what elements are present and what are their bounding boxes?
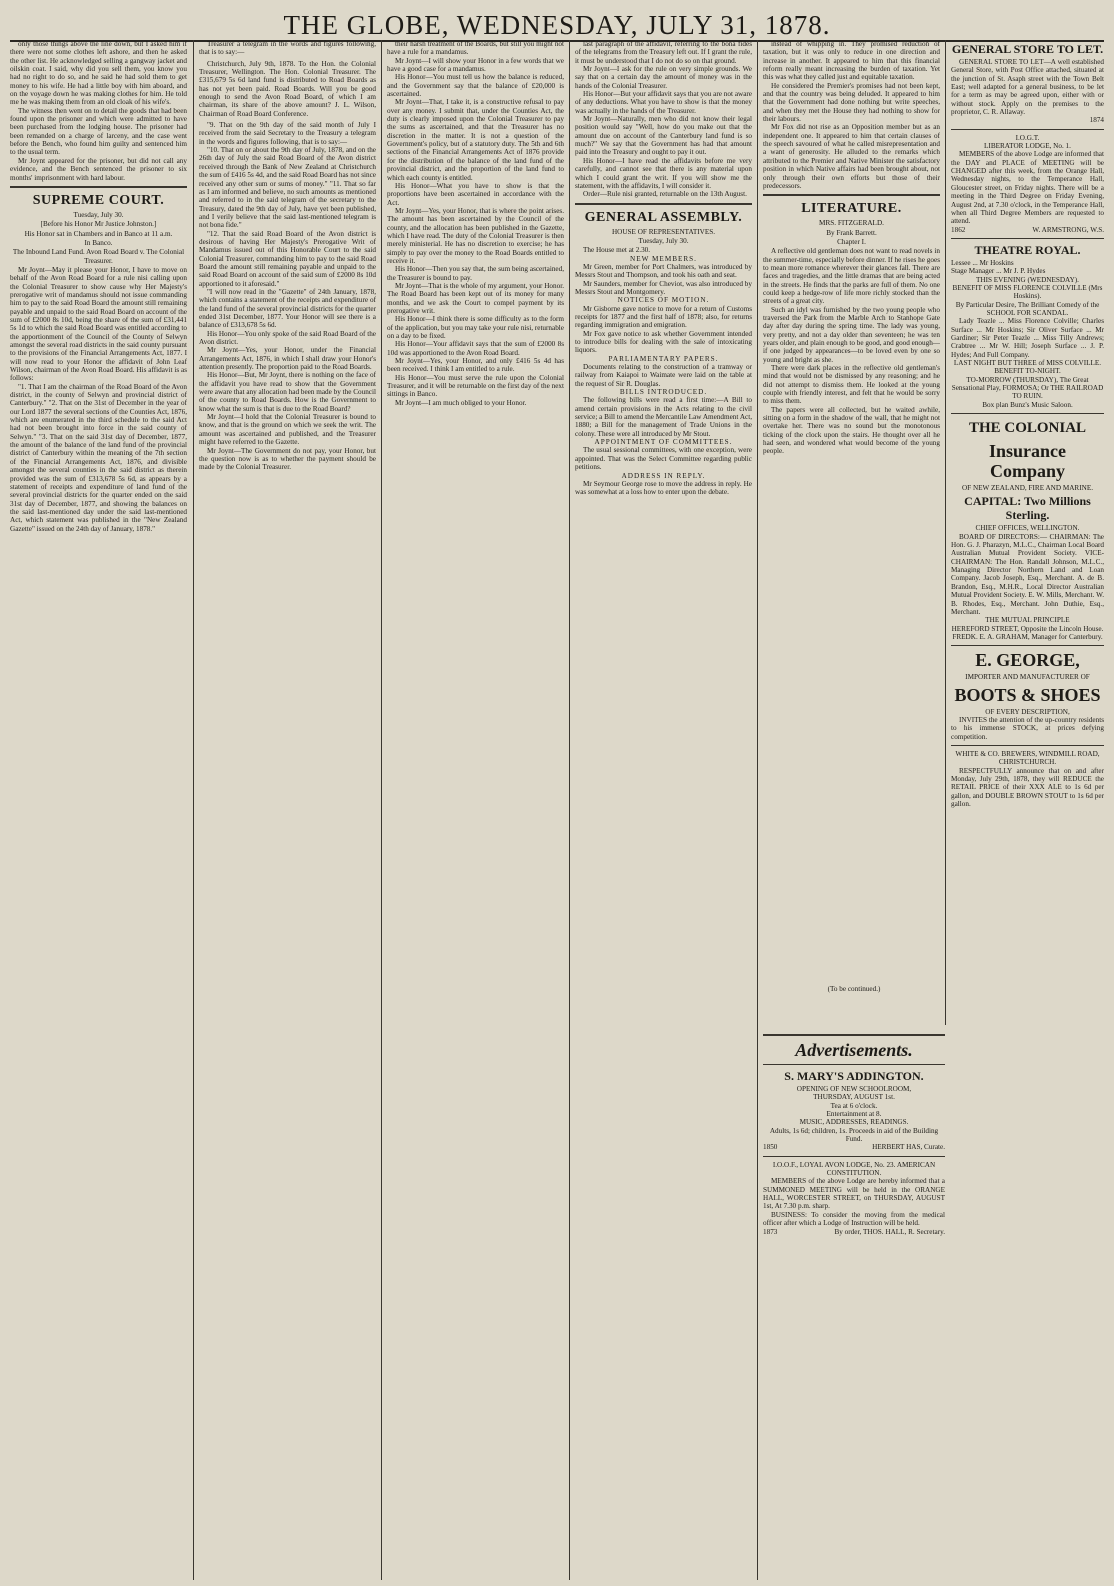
- article-text: "9. That on the 9th day of the said month of July I received from the said Secretary to the Treasury a telegram in the words and figures following, that is to say:—: [199, 121, 376, 146]
- subhead: ADDRESS IN REPLY.: [621, 471, 706, 480]
- masthead: THE GLOBE, WEDNESDAY, JULY 31, 1878.: [283, 10, 831, 40]
- column-rule: [569, 40, 570, 1580]
- article-text: His Honor—You must tell us how the balance is reduced, and the Government say that the balance of £20,000 is ascertained.: [387, 73, 564, 99]
- column-rule: [945, 40, 946, 1025]
- article-text: There were dark places in the reflective old gentleman's mind that would not be dismissed by any reasoning; and he did not attempt to dismiss them. He looked at the young couple with friendly interest, and felt that he would be sorry to miss them.: [763, 364, 940, 406]
- subhead: PARLIAMENTARY PAPERS.: [608, 354, 719, 363]
- ad-line: CHIEF OFFICES, WELLINGTON.: [975, 524, 1080, 533]
- ad-line: Box plan Bunz's Music Saloon.: [982, 400, 1073, 409]
- story-title: MRS. FITZGERALD.: [819, 219, 884, 228]
- article-text: Mr Gisborne gave notice to move for a return of Customs receipts for 1877 and the first half of 1878; also, for returns regarding immigration and emigration.: [575, 304, 752, 330]
- subhead: NOTICES OF MOTION.: [617, 296, 710, 305]
- ad-signature: HERBERT HAS, Curate.: [872, 1143, 945, 1152]
- ad-line: CAPITAL: Two Millions Sterling.: [964, 494, 1091, 523]
- article-text: last paragraph of the affidavit, referring to the bona fides of the telegrams from the Treasury left out. If I grant the rule, it must be understood that I do not do so on that ground.: [575, 40, 752, 65]
- ad-title: Insurance Company: [988, 441, 1066, 482]
- article-text: His Honor—You must serve the rule upon the Colonial Treasurer, and it will be returnable on the first day of the next sittings in Banco.: [387, 373, 564, 399]
- article-text: Mr Joynt—Yes, your Honor, and only £416 5s 4d has been received. I think I am entitled to a rule.: [387, 357, 564, 374]
- article-text: Mr Fox gave notice to ask whether Government intended to introduce bills for dealing with the sale of intoxicating liquors.: [575, 329, 752, 355]
- ad-line: OPENING OF NEW SCHOOLROOM,: [796, 1085, 912, 1093]
- section-heading-general-assembly: GENERAL ASSEMBLY.: [584, 209, 743, 225]
- article-text: only those things above the line down, but I asked him if there were not some clothes left ashore, and then he asked the other list. He acknowledged selling a gangway jacket and oilskin coat. I said, why did you sell them, you know you had no right to do so, and he said he had sold them to get money to his wife. He had a little boy with him aboard, and on the voyage down he was making clothes for him. He told me he was making them from an old cloak of his wife's.: [10, 40, 187, 107]
- article-text: A reflective old gentleman does not want to read novels in the summer-time, especially before dinner. If he rises he goes to mean more romance wherever their glances fall. There are faces and tragedies, and the little dramas that are being acted in the streets. He finds that the parks are full of them. No one could keep a hedge-row of life more richly stocked than the streets of a great city.: [763, 247, 940, 306]
- subhead: HOUSE OF REPRESENTATIVES.: [611, 227, 716, 236]
- section-heading-supreme-court: SUPREME COURT.: [32, 192, 165, 208]
- ad-line: Stage Manager ... Mr J. P. Hydes: [951, 267, 1046, 276]
- divider: [10, 186, 187, 188]
- ad-text: BUSINESS: To consider the moving from the medical officer after which a Lodge of Instruction will be held.: [763, 1210, 945, 1228]
- article-text: Mr Joynt—May it please your Honor, I have to move on behalf of the Avon Road Board for a rule nisi calling upon the Colonial Treasurer to show cause why Her Majesty's prerogative writ of mandamus should not issue commanding him to pay to the said Road Board the amount still remaining payable and unpaid to the said Road Board on account of the sum of £2000 8s 10d, being the share of the sum of £31,441 5s 1d to which the said Road Board was entitled according to the apportionment of the Council of the County of Selwyn amongst the several road districts in the said county pursuant to the provisions of the Financial Arrangements Act, 1877. I will now read to your Honor the affidavit of John Leaf Wilson, chairman of the Avon Road Board. His affidavit is as follows:: [10, 265, 187, 383]
- ad-line: Adults, 1s 6d; children, 1s. Proceeds in aid of the Building Fund.: [769, 1126, 939, 1144]
- ad-text: INVITES the attention of the up-country residents to his immense STOCK, at prices defying competition.: [951, 715, 1104, 741]
- article-text: His Honor—Then you say that, the sum being ascertained, the Treasurer is bound to pay.: [387, 265, 564, 282]
- article-text: Mr Joynt—That, I take it, is a constructive refusal to pay over any money. I submit that, under the Counties Act, the duty is clearly imposed upon the Colonial Treasurer to pay the sums as ascertained, and that the Treasurer has no discretion in the matter. It is not a question of the Government's policy, but of a statutory duty. The 5th and 6th sections of the Financial Arrangements Act of 1876 provide for the distribution of the balance of the land fund of the provincial district, and the proportion of the land fund to which each county is entitled.: [387, 98, 564, 182]
- column-rule: [757, 40, 758, 1580]
- ad-heading: I.O.O.F., LOYAL AVON LODGE, No. 23. AMERICAN CONSTITUTION.: [772, 1160, 936, 1178]
- theatre-title: THEATRE ROYAL.: [974, 242, 1081, 257]
- ad-title: E. GEORGE,: [975, 650, 1080, 671]
- ad-line: THIS EVENING (WEDNESDAY).: [976, 275, 1079, 284]
- article-text: His Honor—I think there is some difficulty as to the form of the application, but you may take your rule nisi, returnable on a day to be fixed.: [387, 315, 564, 341]
- ad-line: OF EVERY DESCRIPTION,: [985, 707, 1070, 716]
- article-text: Such an idyl was furnished by the two young people who traversed the Park from the Marble Arch to Stanhope Gate day after day during the spring time. The lady was young, very pretty, and not a day older than seventeen; he was ten years older, and plain enough to be good, and good enough—if one judged by appearances—to be loved even by one so young and bright as she.: [763, 305, 940, 364]
- article-text: Treasurer a telegram in the words and figures following, that is to say:—: [199, 40, 376, 57]
- article-text: Mr Joynt—The Government do not pay, your Honor, but the question now is as to whether the payment should be made by the Colonial Treasurer.: [199, 446, 376, 472]
- article-text: The papers were all collected, but he waited awhile, sitting on a form in the shadow of the wall, that he might not overtake her. There was no sound but the monotonous ticking of the clock upon the stairs. He thought over all he had seen, and wondered what would become of the young people.: [763, 405, 940, 456]
- article-text: The witness then went on to detail the goods that had been found upon the prisoner and which were admitted to have been purchased from the lodging house. The prisoner had been remanded on a charge of larceny, and the case went before the Bench, who found him guilty and sentenced him to the usual term.: [10, 106, 187, 157]
- divider: [763, 194, 940, 196]
- article-text: Mr Joynt—I ask for the rule on very simple grounds. We say that on a certain day the amount of money was in the hands of the Colonial Treasurer.: [575, 65, 752, 90]
- article-text: The usual sessional committees, with one exception, were appointed. That was the Select Committee regarding public petitions.: [575, 446, 752, 472]
- ad-line: WHITE & CO. BREWERS, WINDMILL ROAD, CHRISTCHURCH.: [955, 749, 1100, 767]
- ad-line: HEREFORD STREET, Opposite the Lincoln House. FREDK. E. A. GRAHAM, Manager for Canterbury.: [951, 624, 1104, 641]
- article-text: "12. That the said Road Board of the Avon district is desirous of having Her Majesty's Prerogative Writ of Mandamus issued out of this Honorable Court to the said Colonial Treasurer, commanding him to pay to the said Road Board the amount still remaining payable and unpaid to the said Road Board on account of the said sum of £2000 8s 10d apportioned to it aforesaid.": [199, 229, 376, 288]
- ad-title: THE COLONIAL: [968, 420, 1087, 437]
- article-text: Mr Joynt—Yes, your Honor, under the Financial Arrangements Act, 1876, in which I shall draw your Honor's attention presently. The proportion paid to the Road Boards.: [199, 346, 376, 372]
- column-rule: [381, 40, 382, 1580]
- ad-line: By Particular Desire, The Brilliant Comedy of the SCHOOL FOR SCANDAL.: [955, 300, 1100, 317]
- divider: [951, 645, 1104, 646]
- column-2: [199, 40, 376, 1580]
- ad-title: GENERAL STORE TO LET.: [951, 42, 1104, 56]
- case-title: The Inbound Land Fund. Avon Road Board v. The Colonial Treasurer.: [12, 248, 185, 265]
- divider: [763, 1034, 945, 1036]
- subhead: His Honor sat in Chambers and in Banco at 11 a.m.: [24, 229, 173, 238]
- column-rule: [193, 40, 194, 1580]
- article-text: Mr Joynt—I am much obliged to your Honor.: [395, 398, 527, 407]
- article-text: Mr Joynt—I will show your Honor in a few words that we have a good case for a mandamus.: [387, 56, 564, 74]
- article-text: His Honor—What you have to show is that the proportions have been ascertained in accordance with the Act.: [387, 181, 564, 207]
- article-text: The House met at 2.30.: [583, 246, 651, 255]
- chapter-heading: Chapter I.: [837, 237, 866, 246]
- ad-line: Tea at 6 o'clock.: [830, 1101, 878, 1110]
- divider: [951, 413, 1104, 414]
- article-text: Mr Fox did not rise as an Opposition member but as an independent one. It appeared to him that certain clauses of the speech savoured of what he called misrepresentation and a want of generosity. He alluded to the remarks which attributed to the Premier and Native Minister the satisfactory position in which Native affairs had been brought about, not only through their own efforts but those of their predecessors.: [763, 123, 940, 190]
- date-line: Tuesday, July 30.: [638, 236, 689, 245]
- article-text: Order—Rule nisi granted, returnable on the 13th August.: [583, 190, 747, 199]
- ad-line: Entertainment at 8.: [826, 1110, 882, 1119]
- column-7: [951, 40, 1104, 1580]
- article-text: instead of whipping in. They promised reduction of taxation, but it was only to reduce in one direction and increase in another. It appeared to him that this financial reform really meant increasing the burden of taxation. Yet this was what they called just and equitable taxation.: [763, 40, 940, 82]
- divider: [951, 238, 1104, 239]
- ad-line: THURSDAY, AUGUST 1st.: [813, 1093, 895, 1102]
- ad-line: OF NEW ZEALAND, FIRE AND MARINE.: [961, 484, 1094, 493]
- ad-number: 1874: [1089, 116, 1104, 125]
- article-text: "10. That on or about the 9th day of July, 1878, and on the 26th day of July the said Road Board of the Avon district received through the Bank of New Zealand at Christchurch the sum of £416 5s 4d, and the said Road Board has not since received any other sum or sums of money." "11. That so far as I am informed and believe, no such amounts as mentioned and referred to in the said telegram of the secretary to the Treasury, dated the 9th day of July, have yet been published, and I verily believe that the said last-mentioned telegram is not bona fide.": [199, 146, 376, 230]
- ad-number: 1873: [763, 1227, 778, 1236]
- article-text: His Honor—You only spoke of the said Road Board of the Avon district.: [199, 329, 376, 347]
- ad-line: TO-MORROW (THURSDAY), The Great Sensational Play, FORMOSA; Or THE RAILROAD TO RUIN.: [951, 375, 1104, 401]
- ad-text: GENERAL STORE TO LET—A well established General Store, with Post Office attached, situated at the junction of St. Asaph street with the Town Belt East; well adapted for a general business, to be let for a term as may be agreed upon, either with or without stock. Apply on the premises to the proprietor, C. R. Allaway.: [951, 58, 1104, 117]
- subhead: In Banco.: [84, 238, 113, 247]
- story-continued-note: [763, 985, 945, 1025]
- column-1: [10, 40, 187, 1580]
- column-4: [575, 40, 752, 1580]
- article-text: Mr Saunders, member for Cheviot, was also introduced by Messrs Stout and Montgomery.: [575, 279, 752, 296]
- divider: [951, 745, 1104, 746]
- ad-heading: I.O.G.T.: [1015, 133, 1040, 142]
- ad-signature: W. ARMSTRONG, W.S.: [1032, 225, 1104, 234]
- article-text: their harsh treatment of the Boards, but still you might not have a rule for a mandamus.: [387, 40, 564, 57]
- ad-heading: LIBERATOR LODGE, No. 1.: [984, 142, 1071, 151]
- section-heading-literature: LITERATURE.: [801, 201, 902, 217]
- divider: [763, 1064, 945, 1065]
- ad-title: BOOTS & SHOES: [954, 684, 1101, 705]
- subhead: NEW MEMBERS.: [630, 254, 697, 263]
- ad-text: Lady Teazle ... Miss Florence Colville; Charles Surface ... Mr Hoskins; Sir Oliver Surface ... Mr Gardiner; Sir Peter Teazle ... Miss Tilly Andrews; Crabtree ... Mr W. Hill; Joseph Surface ... J. P. Hydes; And Full Company.: [951, 317, 1104, 359]
- divider: [575, 203, 752, 205]
- ad-text: RESPECTFULLY announce that on and after Monday, July 29th, 1878, they will REDUCE the RETAIL PRICE of their XXX ALE to 1s 6d per gallon, and DOUBLE BROWN STOUT to 1s 6d per gallon.: [951, 766, 1104, 808]
- article-text: Mr Green, member for Port Chalmers, was introduced by Messrs Stout and Thompson, and took his oath and seat.: [575, 262, 752, 280]
- article-text: His Honor—Your affidavit says that the sum of £2000 8s 10d was apportioned to the Avon Road Board.: [387, 340, 564, 357]
- article-text: Mr Joynt appeared for the prisoner, but did not call any evidence, and the Bench sentenced the prisoner to six months' imprisonment with hard labour.: [10, 156, 187, 182]
- continued-label: (To be continued.): [827, 985, 881, 993]
- article-text: He considered the Premier's promises had not been kept, and that the country was being deluded. It appeared to him that the Government had done nothing but write speeches, and when they met the House they had nothing to show for their labours.: [763, 81, 940, 124]
- date-line: Tuesday, July 30.: [73, 210, 124, 219]
- article-text: "1. That I am the chairman of the Road Board of the Avon district, in the county of Selwyn and provincial district of Canterbury." "2. That on the 31st of December in the year of our Lord 1877 the several sections of the Counties Act, 1876, which are enumerated in the third schedule to the said Act had not been brought into force in the said county of Selwyn." "3. That on the said 31st day of December, 1877, the amount of the balance of the land fund of the provincial district of Canterbury within the meaning of the 7th section of the Financial Arrangements Act, 1876, and divisible amongst the several counties in the said district as therein provided was the sum of £313,678 5s 6d, as appears by a statement of receipts and expenditure of land fund of the several provincial districts for the quarter ended on the said 31st day of December, 1877, and showing the balances on the said last-mentioned day under the said last-mentioned Act, which statement was published in the "New Zealand Gazette" issued on the 24th day of January, 1878.": [10, 382, 187, 533]
- article-text: His Honor—But, Mr Joynt, there is nothing on the face of the affidavit you have read to show that the Government were aware that any allocation had been made by the Council of the county to Road Boards. How is the Government to know what the sum is that is due to the Road Board?: [199, 371, 376, 413]
- ad-line: LAST NIGHT BUT THREE of MISS COLVILLE. BENEFIT TO-NIGHT.: [953, 359, 1102, 376]
- ad-line: IMPORTER AND MANUFACTURER OF: [965, 673, 1090, 682]
- article-text: Documents relating to the construction of a tramway or railway from Kaiapoi to Waimate were laid on the table at the request of Sir R. Douglas.: [575, 363, 752, 388]
- article-text: Mr Joynt—That is the whole of my argument, your Honor. The Road Board has been kept out of its money for many months, and we ask the Court to compel payment by its prerogative writ.: [387, 281, 564, 315]
- article-text: The following bills were read a first time:—A Bill to amend certain provisions in the Acts relating to the civil service; a Bill to amend the Mercantile Law Amendment Act, 1880; a Bill for the management of Trade Unions in the colony. These were all introduced by Mr Stout.: [575, 396, 752, 438]
- ad-line: BENEFIT OF MISS FLORENCE COLVILLE (Mrs Hoskins).: [952, 283, 1103, 301]
- ad-text: BOARD OF DIRECTORS:— CHAIRMAN: The Hon. G. J. Pharazyn, M.L.C., Chairman Local Board Australian Mutual Provident Society. VICE-CHAIRMAN: The Hon. Randall Johnson, M.L.C., Managing Director Northern Land and Loan Company. Jacob Joseph, Esq., Merchant. A. de B. Brandon, Esq., M.H.R., Local Director Australian Mutual Provident Society. E. W. Mills, Merchant. W. B. Rhodes, Esq., Merchant. John Duthie, Esq., Merchant.: [951, 532, 1104, 616]
- ad-line: THE MUTUAL PRINCIPLE: [985, 616, 1070, 625]
- ad-title: S. MARY'S ADDINGTON.: [784, 1069, 924, 1083]
- ad-signature: By order, THOS. HALL, R. Secretary.: [834, 1227, 945, 1236]
- telegram-text: Christchurch, July 9th, 1878. To the Hon. the Colonial Treasurer, Wellington. The Hon. Colonial Treasurer. The £315,679 5s 6d land fund is distributed to Road Boards as has not yet been paid. Road Boards. Will you be good enough to send the Avon Road Board, of which I am chairman, its share of the above amount? J. L. Wilson, Chairman of Road Board Conference.: [199, 59, 376, 118]
- ad-line: Lessee ... Mr Hoskins: [951, 258, 1014, 267]
- divider: [763, 1156, 945, 1157]
- column-5: [763, 40, 940, 1025]
- article-text: Mr Joynt—Naturally, men who did not know their legal position would say "Well, how do you make out that the amount due on account of the Canterbury land fund is so much?" We say that the Government has had that amount paid into the Treasury and ought to pay it out.: [575, 115, 752, 157]
- article-text: Mr Joynt—Yes, your Honor, that is where the point arises. The amount has been ascertained by the Council of the county, and the allocation has been published in the Gazette, which I have read. The duty of the Colonial Treasurer is then merely ministerial. He has no discretion to exercise; he has simply to pay over the money to the Road Boards entitled to receive it.: [387, 206, 564, 265]
- article-text: His Honor—But your affidavit says that you are not aware of any deductions. What you have to show is that the money was actually in the hands of the Treasurer.: [575, 90, 752, 115]
- story-author: By Frank Barrett.: [826, 228, 877, 237]
- subhead: BILLS INTRODUCED.: [619, 388, 708, 397]
- ad-number: 1862: [951, 225, 966, 234]
- advertisements-block: [763, 1030, 945, 1580]
- article-text: "I will now read in the "Gazette" of 24th January, 1878, which contains a statement of the receipts and expenditure of the land fund of the several provincial districts for the quarter ended 31st December, 1877. Your Honor will see there is a balance of £313,678 5s 6d.: [199, 287, 376, 330]
- article-text: Mr Joynt—I hold that the Colonial Treasurer is bound to know, and that is the ground on which we seek the writ. The amount was ascertained and published, and the Treasurer might have referred to the Gazette.: [199, 413, 376, 447]
- ad-line: MUSIC, ADDRESSES, READINGS.: [799, 1118, 909, 1127]
- divider: [951, 129, 1104, 130]
- ad-text: MEMBERS of the above Lodge are informed that the DAY and PLACE of MEETING will be CHANGED after this week, from the Orange Hall, Wednesday nights, to the Temperance Hall, Gloucester street, on Friday nights. There will be a meeting in the Third Degree on Friday Evening, August 2nd, at 7.30 o'clock, in the Temperance Hall, when all Third Degree Members are requested to attend.: [951, 150, 1104, 226]
- article-text: Mr Seymour George rose to move the address in reply. He was somewhat at a loss how to enter upon the debate.: [575, 479, 752, 497]
- advertisements-heading: Advertisements.: [795, 1040, 913, 1060]
- article-text: His Honor—I have read the affidavits before me very carefully, and cannot see that there is any material upon which I could grant the writ. If you will show me the statement, with the affidavits, I will consider it.: [575, 156, 752, 190]
- subhead: APPOINTMENT OF COMMITTEES.: [594, 438, 733, 447]
- ad-number: 1850: [763, 1143, 778, 1152]
- column-3: [387, 40, 564, 1580]
- subhead: [Before his Honor Mr Justice Johnston.]: [40, 220, 157, 229]
- ad-text: MEMBERS of the above Lodge are hereby informed that a SUMMONED MEETING will be held in the ORANGE HALL, WORCESTER STREET, on THURSDAY, AUGUST 1st, At 7.30 p.m. sharp.: [763, 1177, 945, 1211]
